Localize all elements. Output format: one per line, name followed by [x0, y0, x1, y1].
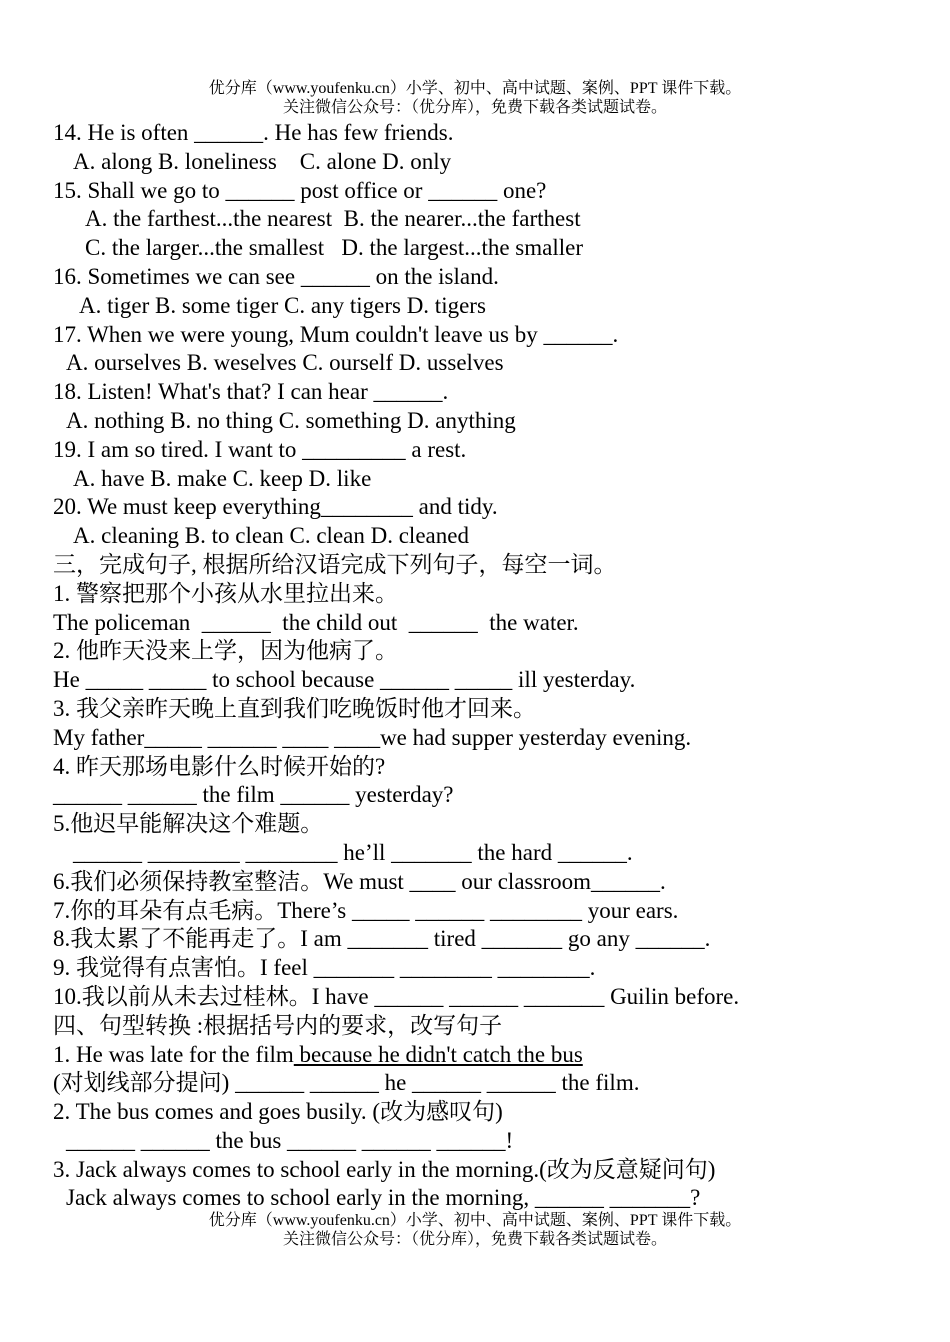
line-text: 14. He is often ______. He has few friends.	[53, 120, 454, 145]
doc-line	[53, 781, 933, 810]
line-text: 20. We must keep everything________ and tidy.	[53, 494, 498, 520]
line-text: 5.他迟早能解决这个难题。	[53, 811, 324, 837]
doc-line	[53, 263, 933, 292]
line-text: He _____ _____ to school because ______ _____ ill yesterday.	[53, 667, 636, 693]
doc-line	[53, 897, 933, 926]
doc-line	[53, 551, 933, 580]
doc-line	[53, 1098, 933, 1127]
doc-line	[53, 983, 933, 1012]
line-text: 2. The bus comes and goes busily. (改为感叹句)	[53, 1099, 503, 1125]
line-text: 10.我以前从未去过桂林。I have ______ ______ _______ Guilin before.	[53, 983, 740, 1009]
doc-line	[53, 925, 933, 954]
doc-line	[53, 292, 933, 321]
line-text: 7.你的耳朵有点毛病。There’s _____ ______ ________ your ears.	[53, 897, 679, 923]
line-text: 4. 昨天那场电影什么时候开始的?	[53, 753, 386, 779]
header-line-2: 关注微信公众号：（优分库），免费下载各类试题试卷。	[282, 99, 667, 116]
line-text: ______ ________ ________ he’ll _______ the hard ______.	[73, 839, 633, 865]
doc-line	[53, 1041, 933, 1070]
doc-line	[53, 493, 933, 522]
line-text: 9. 我觉得有点害怕。I feel _______ ________ ________.	[53, 955, 596, 981]
doc-line	[53, 839, 933, 868]
line-text: 16. Sometimes we can see ______ on the island.	[53, 263, 499, 289]
doc-line	[53, 522, 933, 551]
line-text: C. the larger...the smallest D. the largest...the smaller	[85, 235, 584, 261]
doc-line	[53, 205, 933, 234]
doc-line	[53, 465, 933, 494]
line-text: ______ ______ the film ______ yesterday?	[53, 782, 454, 808]
line-text: The policeman ______ the child out ______ the water.	[53, 609, 579, 635]
footer-line-2: 关注微信公众号：（优分库），免费下载各类试题试卷。	[282, 1231, 667, 1248]
doc-line	[53, 1012, 933, 1041]
header-line-1: 优分库（www.youfenku.cn）小学、初中、高中试题、案例、PPT 课件下载。	[208, 80, 742, 97]
doc-line	[53, 177, 933, 206]
doc-line	[53, 1184, 933, 1213]
line-text: A. the farthest...the nearest B. the nearer...the farthest	[85, 206, 581, 232]
line-text: 6.我们必须保持教室整洁。We must ____ our classroom______.	[53, 868, 666, 894]
doc-line	[53, 810, 933, 839]
doc-line	[53, 349, 933, 378]
line-text: 1. He was late for the film	[53, 1041, 294, 1067]
line-text: A. tiger B. some tiger C. any tigers D. tigers	[79, 292, 486, 318]
line-text: 15. Shall we go to ______ post office or ______ one?	[53, 177, 547, 203]
line-text: 三，完成句子, 根据所给汉语完成下列句子，每空一词。	[53, 551, 617, 577]
line-text: 1. 警察把那个小孩从水里拉出来。	[53, 580, 398, 606]
doc-line	[53, 119, 933, 148]
doc-line	[53, 609, 933, 638]
doc-line	[53, 1127, 933, 1156]
doc-line	[53, 1069, 933, 1098]
doc-line	[53, 580, 933, 609]
line-text: 19. I am so tired. I want to _________ a rest.	[53, 436, 467, 462]
line-text: 2. 他昨天没来上学，因为他病了。	[53, 638, 398, 664]
line-text: Jack always comes to school early in the morning, ______ _______?	[66, 1185, 701, 1211]
document-body	[53, 119, 933, 1213]
line-text: My father_____ ______ ____ ____we had supper yesterday evening.	[53, 724, 692, 750]
doc-line	[53, 637, 933, 666]
doc-line	[53, 954, 933, 983]
line-text: 3. Jack always comes to school early in the morning.(改为反意疑问句)	[53, 1156, 716, 1182]
doc-line	[53, 234, 933, 263]
doc-line	[53, 407, 933, 436]
doc-line	[53, 321, 933, 350]
doc-line	[53, 868, 933, 897]
underlined-text: because he didn't catch the bus	[293, 1041, 583, 1067]
doc-line	[53, 695, 933, 724]
line-text: A. cleaning B. to clean C. clean D. cleaned	[73, 523, 469, 549]
doc-line	[53, 666, 933, 695]
line-text: ______ ______ the bus ______ ______ ______!	[66, 1127, 514, 1153]
line-text: A. along B. loneliness C. alone D. only	[73, 148, 452, 174]
doc-line	[53, 378, 933, 407]
line-text: 四、句型转换 :根据括号内的要求，改写句子	[53, 1012, 503, 1038]
line-text: A. nothing B. no thing C. something D. anything	[66, 407, 516, 433]
line-text: 8.我太累了不能再走了。I am _______ tired _______ go any ______.	[53, 926, 711, 952]
doc-line	[53, 436, 933, 465]
doc-line	[53, 724, 933, 753]
doc-line	[53, 148, 933, 177]
footer-line-1: 优分库（www.youfenku.cn）小学、初中、高中试题、案例、PPT 课件下载。	[208, 1212, 742, 1229]
line-text: (对划线部分提问) ______ ______ he ______ ______ the film.	[53, 1070, 640, 1096]
line-text: 18. Listen! What's that? I can hear ______.	[53, 379, 449, 405]
doc-line	[53, 753, 933, 782]
line-text: 3. 我父亲昨天晚上直到我们吃晚饭时他才回来。	[53, 695, 536, 721]
line-text: A. ourselves B. weselves C. ourself D. usselves	[66, 350, 504, 376]
doc-line	[53, 1156, 933, 1185]
line-text: 17. When we were young, Mum couldn't leave us by ______.	[53, 321, 619, 347]
line-text: A. have B. make C. keep D. like	[73, 465, 372, 491]
